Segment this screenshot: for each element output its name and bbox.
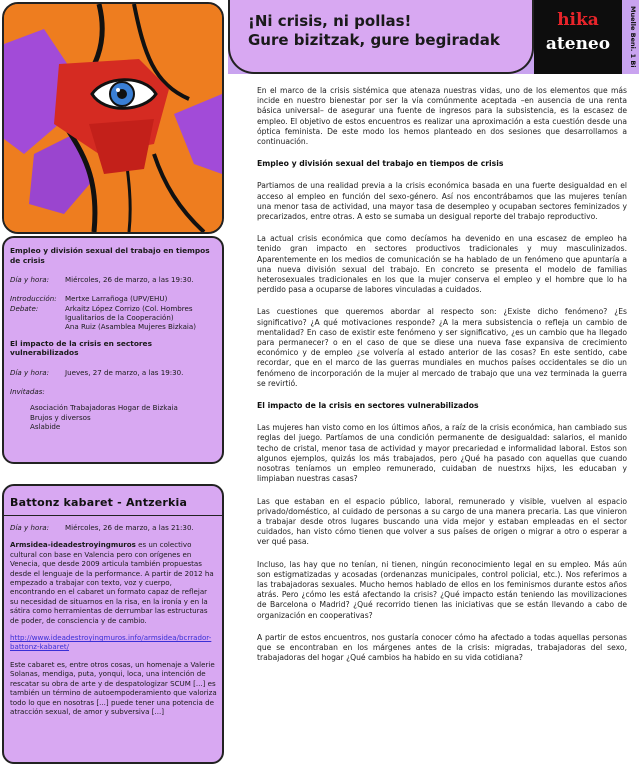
article-paragraph: A partir de estos encuentros, nos gustaría conocer cómo ha afectado a todas aquellas personas que se encontraban en los márgenes antes de la crisis: migradas, trabajadoras del sexo, trabajadoras del hogar ¿Qué cambios ha habido en su vida cotidiana? xyxy=(257,632,627,663)
debate-row xyxy=(10,304,217,323)
intro-value: Mertxe Larrañoga (UPV/EHU) xyxy=(65,294,168,304)
guest-item: Aslabide xyxy=(30,422,61,432)
divider xyxy=(4,515,222,516)
intro-label: Introducción: xyxy=(10,294,57,304)
guest-item: Asociación Trabajadoras Hogar de Bizkaia xyxy=(30,403,178,413)
debate-value-2: Ana Ruiz (Asamblea Mujeres Bizkaia) xyxy=(65,322,197,332)
guests-row xyxy=(10,387,217,396)
logo-text-bottom: ateneo xyxy=(545,34,611,54)
guests-label: Invitadas: xyxy=(10,387,45,397)
date-value: Miércoles, 26 de marzo, a las 19:30. xyxy=(65,275,194,285)
schedule-panel xyxy=(2,236,224,464)
article-paragraph: Partiamos de una realidad previa a la crisis económica basada en una fuerte desigualdad en el acceso al empleo en función del sexo-género. Así nos encontrábamos que las mujeres tenían una menor tasa de actividad, una mayor tasa de desempleo y ocupaban sectores feminizados y precarizados, entre otras. A esto se sumaba un desigual reporte del trabajo reproductivo. xyxy=(257,181,627,222)
cabaret-panel xyxy=(2,484,224,764)
address-label: Muelle Beni. 1 Bi xyxy=(629,6,637,68)
session1-date-row xyxy=(10,275,217,284)
article-paragraph: Las que estaban en el espacio público, laboral, remunerado y visible, vuelven al espacio privado/doméstico, al cuidado de personas a su cargo de una manera precaria. Las que vinieron a trabajar desde otros lugares buscando una vida mejor y estaban empleadas en el sector cuidados, han visto cómo tienen que volver a sus países de origen o migrar a otro o esperar a ver qué pasa. xyxy=(257,496,627,547)
page-subtitle: Gure bizitzak, gure begiradak xyxy=(248,31,500,49)
abstract-eye-illustration xyxy=(4,4,222,232)
cabaret-description xyxy=(10,540,217,625)
date-label: Día y hora: xyxy=(10,523,49,532)
cabaret-title: Battonz kabaret - Antzerkia xyxy=(10,496,188,509)
article-paragraph: Las mujeres han visto como en los últimos años, a raíz de la crisis económica, han cambiado sus reglas del juego. Partíamos de una condición permanente de desigualdad: salarios, el manido techo de cristal, menor tasa de actividad y mayor precariedad e informalidad laboral. Estos son algunos ejemplos, quizás los más trabajados, pero ¿Qué ha pasado con aquellas que cuando nosotras teníamos un empleo remunerado, cuidaban de nuestrxs hijxs, les educaban y limpiaban nuestras casas? xyxy=(257,423,627,484)
section-heading-2: El impacto de la crisis en sectores vulnerabilizados xyxy=(257,401,479,411)
article-paragraph: Incluso, las hay que no tenían, ni tienen, ningún reconocimiento legal en su empleo. Más aún son estigmatizadas y acosadas (ordenanzas municipales, control policial, etc.). Nos referimos a las trabajadoras sexuales. Mucho hemos hablado de ellos en los feminismos durante estos años atrás. Pero ¿cómo les está afectando la crisis? ¿Qué impacto están teniendo las movilizaciones de Barcelona o Madrid? ¿Qué recorrido tienen las iniciativas que se están llevando a cabo de organización en cooperativas? xyxy=(257,559,627,620)
guest-item: Brujos y diversos xyxy=(30,412,91,422)
session2-date-row xyxy=(10,368,217,377)
session1-title: Empleo y división sexual del trabajo en tiempos de crisis xyxy=(10,246,210,265)
article-paragraph: La actual crisis económica que como decíamos ha devenido en una escasez de empleo ha tenido gran impacto en sectores productivos tradicionales y muy masculinizados. Aparentemente en los medios de comunicación se ha hablado de un fenómeno que apuntaría a una nueva división sexual del trabajo. En concreto se presenta el modelo de familias heterosexuales tradicionales en los que la mujer conserva el empleo y el hombre que lo ha perdido pasa a ocuparse de labores vinculadas a cuidados. xyxy=(257,234,627,295)
section-heading-1: Empleo y división sexual del trabajo en tiempos de crisis xyxy=(257,159,504,169)
date-value: Jueves, 27 de marzo, a las 19:30. xyxy=(65,367,184,377)
date-label: Día y hora: xyxy=(10,275,49,285)
poster-illustration xyxy=(2,2,224,234)
logo-text-top: hika xyxy=(557,10,599,30)
cabaret-date-row xyxy=(10,523,217,532)
cabaret-description-2: Este cabaret es, entre otros cosas, un homenaje a Valerie Solanas, mendiga, puta, yonqui, loca, una intención de rescatar su obra de arte y de despatologizar SCUM [...] es también un término de autoempoderamiento que valoriza todo lo que en nosotras [...] puede tener una potencia de atracción sexual, de amor y subversiva [...] xyxy=(10,659,217,716)
hika-ateneo-logo xyxy=(534,0,622,74)
company-name: Armsidea-ideadestroyingmuros xyxy=(10,540,136,550)
debate-row-2 xyxy=(10,322,217,331)
article-intro: En el marco de la crisis sistémica que atenaza nuestras vidas, uno de los elementos que más incide en nuestro bienestar por ser la vía comúnmente aceptada –en ausencia de una renta básica universal– de asegurar una fuente de ingresos para la subsistencia, es la escasez de empleo. El objetivo de estos encuentros es realizar una aproximación a esta cuestión desde una óptica feminista. De este modo los hemos planteado en dos sesiones que desarrollamos a continuación. xyxy=(257,86,627,147)
article-body xyxy=(257,86,627,675)
cabaret-link[interactable]: http://www.ideadestroyingmuros.info/armsidea/bcrrador-battonz-kabaret/ xyxy=(10,633,212,652)
intro-row xyxy=(10,294,217,303)
page-title: ¡Ni crisis, ni pollas! xyxy=(248,12,412,30)
debate-label: Debate: xyxy=(10,303,39,313)
session2-title: El impacto de la crisis en sectores vulnerabilizados xyxy=(10,338,152,358)
company-description: es un colectivo cultural con base en Valencia pero con orígenes en Venecia, que desde 2009 articula también propuestas desde el lenguaje de la performance. A partir de 2012 ha empezado a trabajar con texto, voz y cuerpo, encontrando en el cabaret un formato capaz de reflejar su necesidad de situarnos en la risa, en la ironía y en la sátira como herramientas de derrumbar las estructuras de poder, de consciencia y de cambio. xyxy=(10,540,214,625)
date-value: Miércoles, 26 de marzo, a las 21:30. xyxy=(65,523,194,532)
article-paragraph: Las cuestiones que queremos abordar al respecto son: ¿Existe dicho fenómeno? ¿Es significativo? ¿A qué motivaciones responde? ¿A la mera subsistencia o refleja un cambio de mentalidad? En caso de existir este fenómeno y ser significativo, ¿es un cambio que ha llegado para permanecer? o en el caso de que se diese una nueva fase expansiva de crecimiento económico y de empleo ¿se volvería al estado anterior de las cosas? En este sentido, cabe recordar, que en el marco de las guerras mundiales en muchos países occidentales se dio un fenómeno de incorporación de la mujer al mercado de trabajo que una vez terminada la guerra se revirtió. xyxy=(257,307,627,388)
date-label: Día y hora: xyxy=(10,367,49,377)
debate-value-1: Arkaitz López Corrizo (Col. Hombres Igualitarios de la Cooperación) xyxy=(65,303,193,323)
